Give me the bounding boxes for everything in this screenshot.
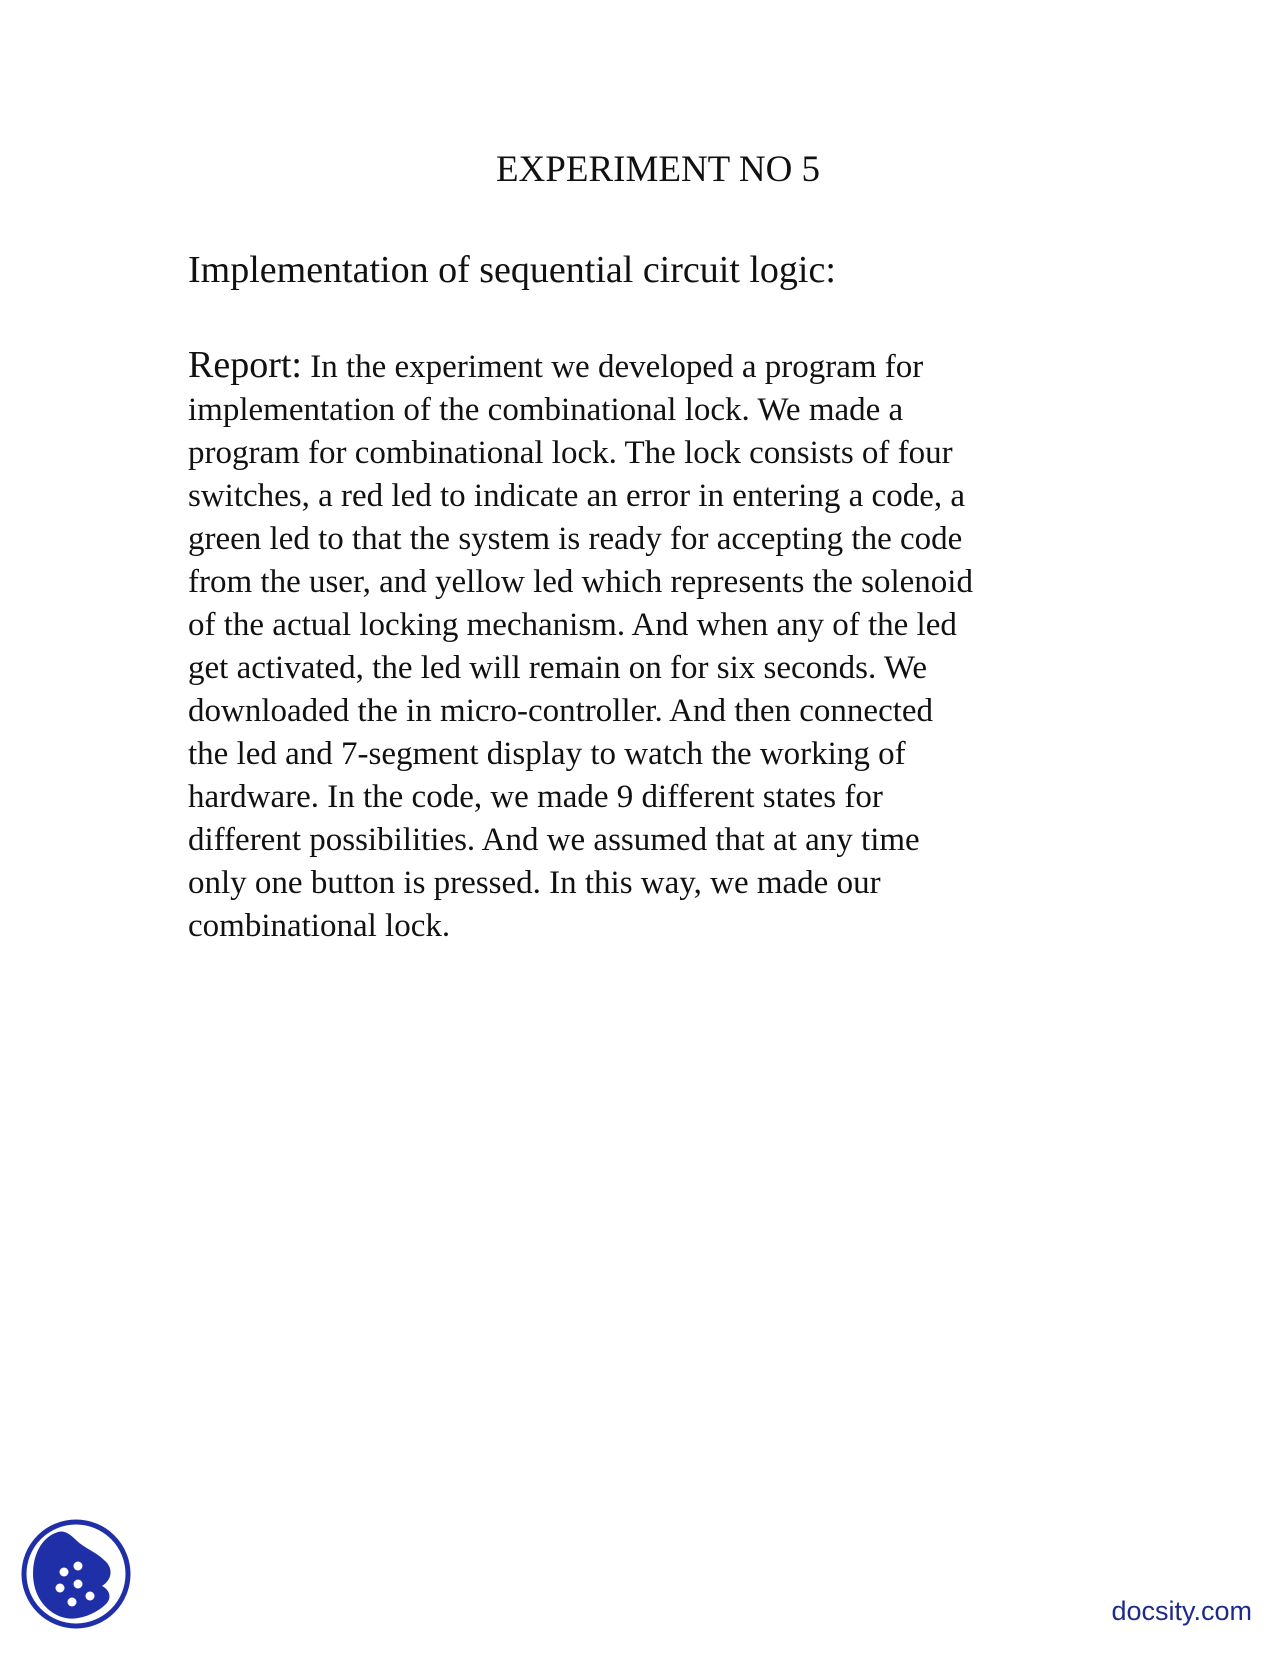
report-line: switches, a red led to indicate an error in entering a code, a <box>188 478 965 514</box>
site-name[interactable]: docsity.com <box>1111 1596 1252 1626</box>
experiment-subtitle: Implementation of sequential circuit logic: <box>188 249 836 291</box>
report-line: different possibilities. And we assumed that at any time <box>188 822 920 858</box>
report-line: hardware. In the code, we made 9 different states for <box>188 779 883 815</box>
report-line: of the actual locking mechanism. And when any of the led <box>188 607 957 643</box>
report-line: program for combinational lock. The lock consists of four <box>188 435 953 471</box>
report-label: Report: <box>188 344 302 386</box>
docsity-logo-icon[interactable] <box>20 1518 132 1630</box>
report-line: get activated, the led will remain on for six seconds. We <box>188 650 928 686</box>
report-line: implementation of the combinational lock. We made a <box>188 392 904 428</box>
report-line: combinational lock. <box>188 908 451 944</box>
report-line: the led and 7-segment display to watch the working of <box>188 736 906 772</box>
report-paragraph <box>188 344 1088 948</box>
report-line: Report: In the experiment we developed a program for <box>188 344 924 386</box>
report-line: green led to that the system is ready for accepting the code <box>188 521 963 557</box>
page-title <box>0 148 1280 191</box>
report-line: from the user, and yellow led which represents the solenoid <box>188 564 973 600</box>
report-line: only one button is pressed. In this way, we made our <box>188 865 881 901</box>
report-line: downloaded the in micro-controller. And then connected <box>188 693 934 729</box>
title-text: EXPERIMENT NO 5 <box>495 149 821 190</box>
